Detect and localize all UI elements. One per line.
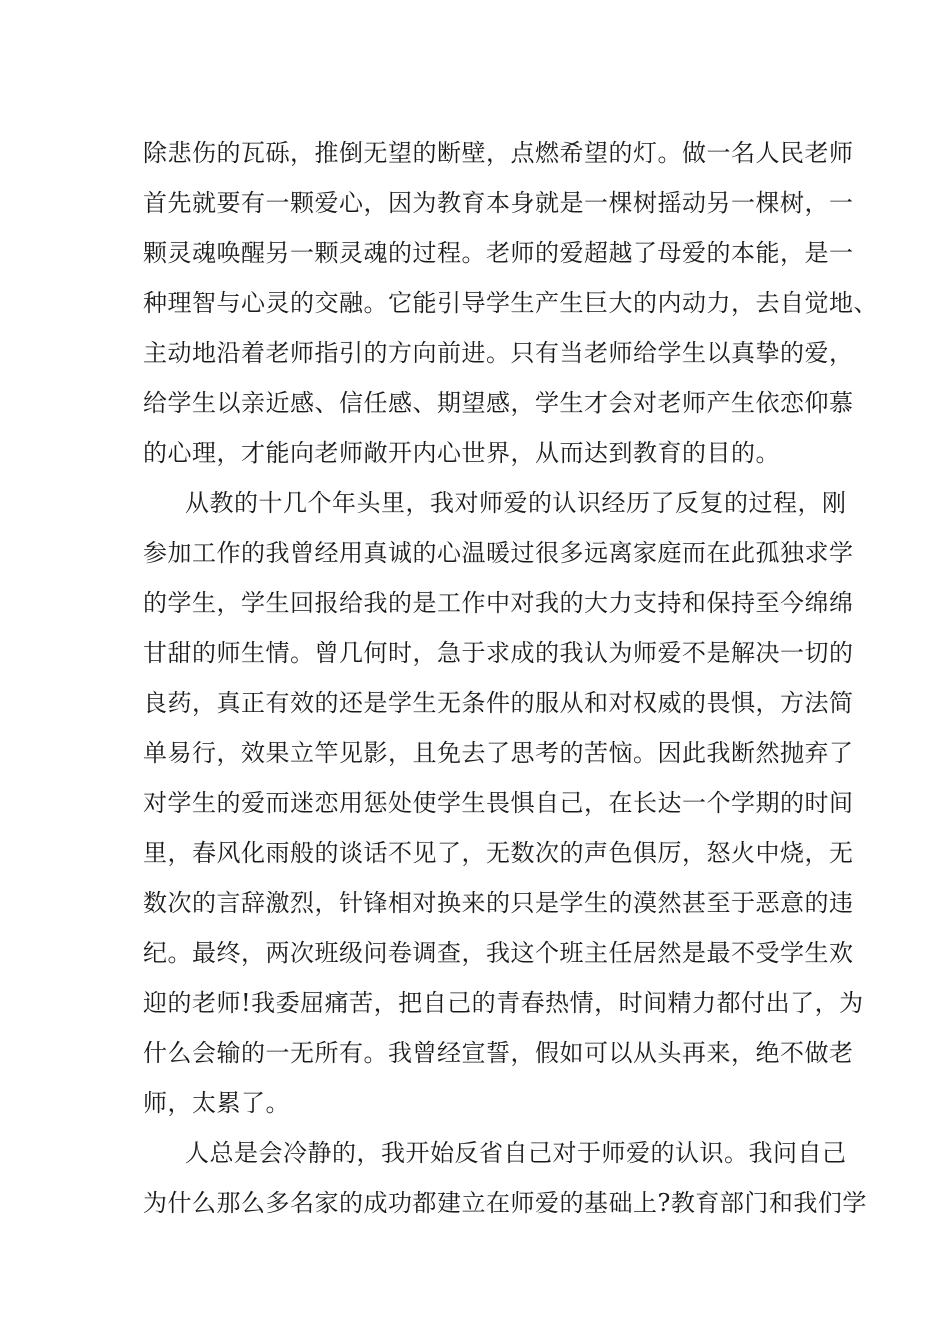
paragraph-start-line: 从教的十几个年头里，我对师爱的认识经历了反复的过程，刚 <box>185 489 847 517</box>
text-line: 除悲伤的瓦砾，推倒无望的断壁，点燃希望的灯。做一名人民老师 <box>143 139 854 167</box>
text-line: 种理智与心灵的交融。它能引导学生产生巨大的内动力，去自觉地、 <box>143 289 878 317</box>
text-line: 数次的言辞激烈，针锋相对换来的只是学生的漠然甚至于恶意的违 <box>143 889 854 917</box>
text-line: 纪。最终，两次班级问卷调查，我这个班主任居然是最不受学生欢 <box>143 939 854 967</box>
text-line: 单易行，效果立竿见影，且免去了思考的苦恼。因此我断然抛弃了 <box>143 739 854 767</box>
text-line: 首先就要有一颗爱心，因为教育本身就是一棵树摇动另一棵树，一 <box>143 189 854 217</box>
text-line: 的学生，学生回报给我的是工作中对我的大力支持和保持至今绵绵 <box>143 589 854 617</box>
text-line: 甘甜的师生情。曾几何时，急于求成的我认为师爱不是解决一切的 <box>143 639 854 667</box>
text-line: 师，太累了。 <box>143 1089 290 1117</box>
text-line: 的心理，才能向老师敞开内心世界，从而达到教育的目的。 <box>143 439 780 467</box>
text-line: 给学生以亲近感、信任感、期望感，学生才会对老师产生依恋仰慕 <box>143 389 854 417</box>
text-line: 良药，真正有效的还是学生无条件的服从和对权威的畏惧，方法简 <box>143 689 854 717</box>
paragraph-start-line: 人总是会冷静的，我开始反省自己对于师爱的认识。我问自己 <box>185 1139 847 1167</box>
text-line: 主动地沿着老师指引的方向前进。只有当老师给学生以真挚的爱， <box>143 339 854 367</box>
text-line: 为什么那么多名家的成功都建立在师爱的基础上?教育部门和我们学 <box>143 1189 867 1217</box>
text-line: 里，春风化雨般的谈话不见了，无数次的声色俱厉，怒火中烧，无 <box>143 839 854 867</box>
text-line: 参加工作的我曾经用真诚的心温暖过很多远离家庭而在此孤独求学 <box>143 539 854 567</box>
text-line: 迎的老师!我委屈痛苦，把自己的青春热情，时间精力都付出了，为 <box>143 989 864 1017</box>
text-line: 对学生的爱而迷恋用惩处使学生畏惧自己，在长达一个学期的时间 <box>143 789 854 817</box>
text-line: 什么会输的一无所有。我曾经宣誓，假如可以从头再来，绝不做老 <box>143 1039 854 1067</box>
text-line: 颗灵魂唤醒另一颗灵魂的过程。老师的爱超越了母爱的本能，是一 <box>143 239 854 267</box>
body-text <box>143 128 878 1228</box>
